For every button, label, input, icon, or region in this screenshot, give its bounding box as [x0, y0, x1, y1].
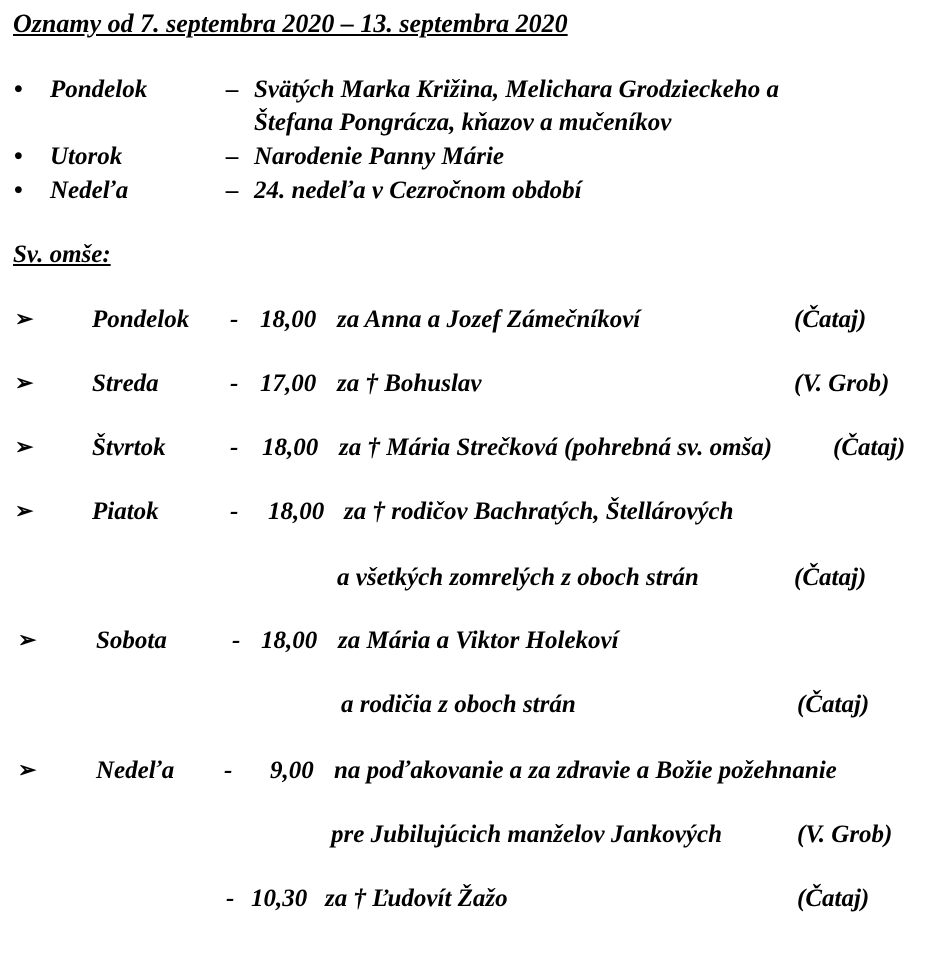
arrow-bullet-icon: ➢ [18, 627, 37, 652]
arrow-bullet-icon: ➢ [15, 498, 34, 523]
mass-place: (V. Grob) [797, 821, 893, 848]
page-title: Oznamy od 7. septembra 2020 – 13. septembra 2020 [13, 9, 568, 38]
mass-intention: za Mária a Viktor Holekoví [338, 627, 619, 654]
mass-dash: - [224, 757, 233, 784]
masses-heading: Sv. omše: [13, 241, 111, 268]
bullet-icon: • [14, 76, 23, 103]
bullet-icon: • [14, 143, 23, 170]
mass-time: 18,00 [268, 498, 325, 525]
arrow-bullet-icon: ➢ [15, 434, 34, 459]
mass-dash: - [230, 306, 239, 333]
mass-dash: - [230, 370, 239, 397]
mass-time: 18,00 [262, 434, 319, 461]
mass-dash: - [232, 627, 241, 654]
feast-dash: – [226, 143, 239, 170]
mass-time: 17,00 [260, 370, 317, 397]
arrow-bullet-icon: ➢ [18, 757, 37, 782]
feast-text: Svätých Marka Križina, Melichara Grodzieckeho a [254, 76, 780, 103]
mass-day: Štvrtok [92, 434, 166, 461]
mass-intention: na poďakovanie a za zdravie a Božie požehnanie [334, 757, 837, 784]
mass-day: Piatok [92, 498, 159, 525]
mass-place: (Čataj) [797, 691, 870, 718]
mass-intention: za † Ľudovít Žažo [325, 885, 508, 912]
mass-place: (Čataj) [833, 434, 906, 461]
mass-place: (Čataj) [797, 885, 870, 912]
mass-dash: - [230, 498, 239, 525]
mass-time: 18,00 [261, 627, 318, 654]
mass-intention: za † Mária Strečková (pohrebná sv. omša) [339, 434, 773, 461]
arrow-bullet-icon: ➢ [15, 306, 34, 331]
mass-intention-continuation: a rodičia z oboch strán [341, 691, 576, 718]
mass-day: Pondelok [92, 306, 190, 333]
feast-day: Utorok [50, 143, 123, 170]
mass-intention: za Anna a Jozef Zámečníkoví [337, 306, 641, 333]
mass-intention-continuation: pre Jubilujúcich manželov Jankových [331, 821, 722, 848]
arrow-bullet-icon: ➢ [15, 370, 34, 395]
mass-day: Streda [92, 370, 159, 397]
mass-day: Sobota [96, 627, 167, 654]
feast-dash: – [226, 76, 239, 103]
mass-intention: za † rodičov Bachratých, Štellárových [344, 498, 734, 525]
feast-text: 24. nedeľa v Cezročnom období [254, 177, 582, 204]
feast-text: Narodenie Panny Márie [254, 143, 504, 170]
feast-day: Pondelok [50, 76, 148, 103]
mass-time: 18,00 [260, 306, 317, 333]
mass-intention-continuation: a všetkých zomrelých z oboch strán [337, 564, 699, 591]
mass-dash: - [226, 885, 235, 912]
mass-time: 9,00 [270, 757, 314, 784]
mass-place: (Čataj) [794, 564, 867, 591]
feast-day: Nedeľa [50, 177, 129, 204]
bullet-icon: • [14, 177, 23, 204]
mass-intention: za † Bohuslav [337, 370, 482, 397]
feast-dash: – [226, 177, 239, 204]
mass-dash: - [230, 434, 239, 461]
feast-text: Štefana Pongrácza, kňazov a mučeníkov [254, 109, 672, 136]
mass-place: (V. Grob) [794, 370, 890, 397]
mass-time: 10,30 [251, 885, 308, 912]
mass-place: (Čataj) [794, 306, 867, 333]
mass-day: Nedeľa [96, 757, 175, 784]
